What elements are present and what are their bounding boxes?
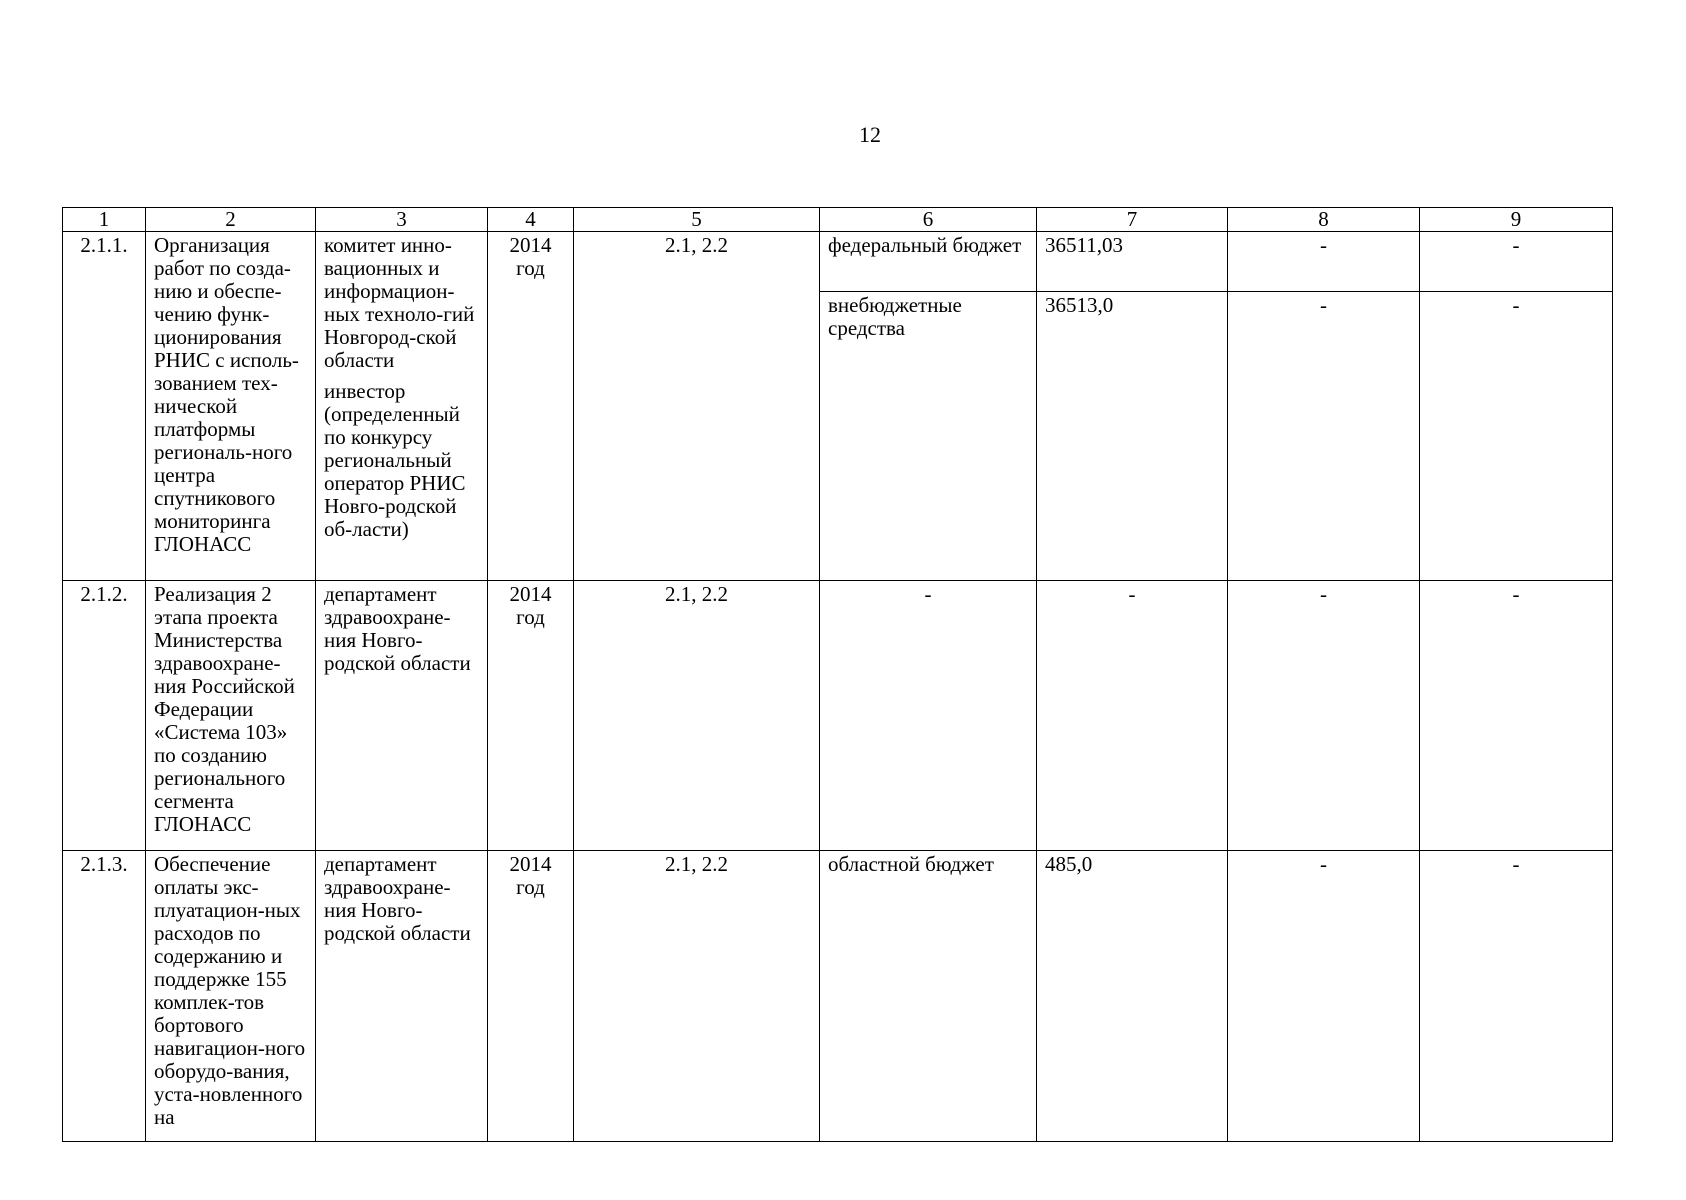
funding-col9: - (1420, 232, 1613, 292)
program-activities-table (62, 207, 1613, 1142)
funding-amount: 36513,0 (1037, 292, 1228, 581)
funding-source: федеральный бюджет (820, 232, 1037, 292)
funding-col8: - (1228, 232, 1420, 292)
funding-col9: - (1420, 851, 1613, 1142)
activity-name: Реализация 2 этапа проекта Министерства здравоохране-ния Российской Федерации «Система 103» по созданию регионального сегмента ГЛОНАСС (146, 581, 316, 851)
table-row (63, 851, 1613, 1142)
executor: департамент здравоохране-ния Новго-родской области (324, 852, 471, 945)
activity-year: 2014 год (488, 232, 574, 581)
activity-year: 2014 год (488, 851, 574, 1142)
funding-col9: - (1420, 581, 1613, 851)
column-number: 4 (488, 208, 574, 232)
activity-executors (316, 851, 488, 1142)
activity-executors (316, 581, 488, 851)
table-row (63, 581, 1613, 851)
table-row (63, 232, 1613, 292)
funding-amount: 485,0 (1037, 851, 1228, 1142)
funding-source: внебюджетные средства (820, 292, 1037, 581)
column-number-row (63, 208, 1613, 232)
executor: комитет инно-вационных и информацион-ных техноло-гий Новгород-ской области (324, 233, 475, 372)
funding-col8: - (1228, 851, 1420, 1142)
column-number: 2 (146, 208, 316, 232)
column-number: 8 (1228, 208, 1420, 232)
activity-executors (316, 232, 488, 581)
column-number: 9 (1420, 208, 1613, 232)
activity-name: Организация работ по созда-нию и обеспе-чению функ-ционирования РНИС с исполь-зованием тех-нической платформы региональ-ного центра спутникового мониторинга ГЛОНАСС (146, 232, 316, 581)
executor: департамент здравоохране-ния Новго-родской области (324, 582, 471, 675)
activity-targets: 2.1, 2.2 (574, 851, 820, 1142)
activity-name: Обеспечение оплаты экс-плуатацион-ных расходов по содержанию и поддержке 155 комплек-тов бортового навигацион-ного оборудо-вания, уста-новленного на (146, 851, 316, 1142)
column-number: 7 (1037, 208, 1228, 232)
column-number: 6 (820, 208, 1037, 232)
column-number: 5 (574, 208, 820, 232)
activity-year: 2014 год (488, 581, 574, 851)
activity-targets: 2.1, 2.2 (574, 581, 820, 851)
page-number: 12 (859, 122, 881, 147)
column-number: 3 (316, 208, 488, 232)
activity-number: 2.1.1. (63, 232, 146, 581)
funding-source: областной бюджет (820, 851, 1037, 1142)
funding-col8: - (1228, 581, 1420, 851)
activity-number: 2.1.2. (63, 581, 146, 851)
funding-col8: - (1228, 292, 1420, 581)
activity-number: 2.1.3. (63, 851, 146, 1142)
funding-source: - (820, 581, 1037, 851)
executor: инвестор (определенный по конкурсу региональный оператор РНИС Новго-родской об-ласти) (324, 379, 466, 541)
funding-col9: - (1420, 292, 1613, 581)
funding-amount: - (1037, 581, 1228, 851)
funding-amount: 36511,03 (1037, 232, 1228, 292)
activity-targets: 2.1, 2.2 (574, 232, 820, 581)
column-number: 1 (63, 208, 146, 232)
